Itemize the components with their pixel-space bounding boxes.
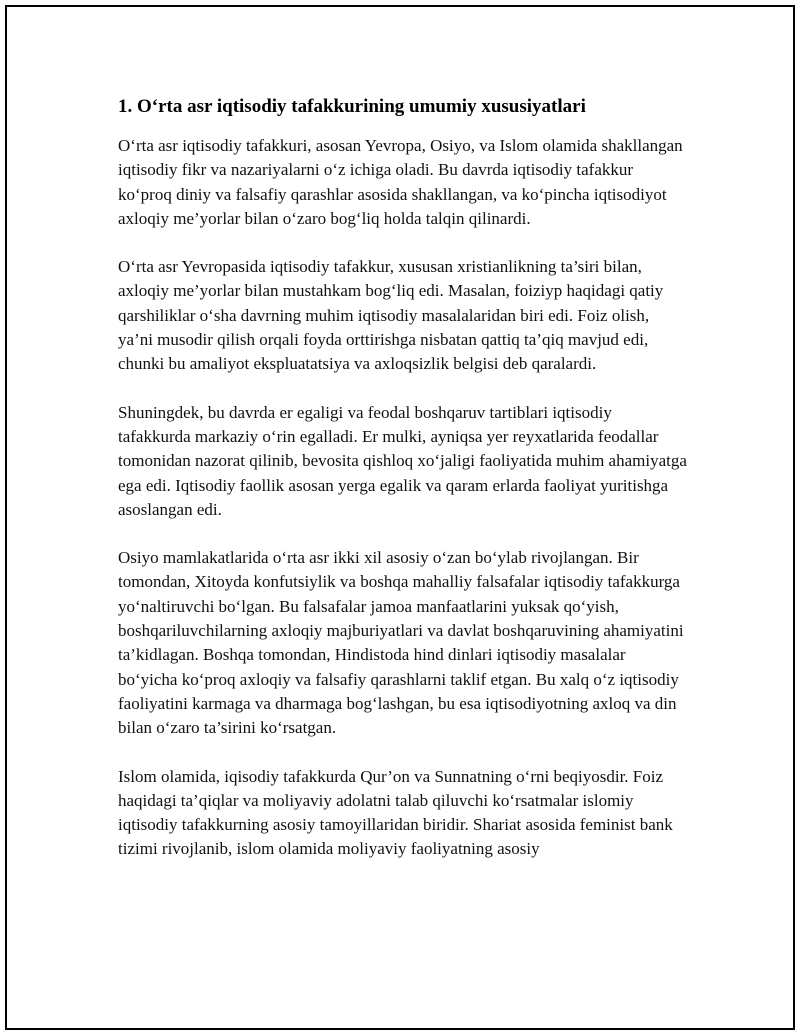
section-heading: 1. O‘rta asr iqtisodiy tafakkurining umumiy xususiyatlari: [118, 96, 586, 117]
paragraph-europe: O‘rta asr Yevropasida iqtisodiy tafakkur, xususan xristianlikning ta’siri bilan, axloqiy me’yorlar bilan mustahkam bog‘liq edi. Masalan, foiziyp haqidagi qatiy qarshiliklar o‘sha davrning muhim iqtisodiy masalalaridan biri edi. Foiz olish, ya’ni musodir qilish orqali foyda orttirishga nisbatan qattiq ta’qiq mavjud edi, chunki bu amaliyot ekspluatatsiya va axloqsizlik belgisi deb qaralardi.: [118, 257, 664, 374]
paragraph-islam: Islom olamida, iqisodiy tafakkurda Qur’on va Sunnatning o‘rni beqiyosdir. Foiz haqidagi ta’qiqlar va moliyaviy adolatni talab qiluvchi ko‘rsatmalar islomiy iqtisodiy tafakkurning asosiy tamoyillaridan biridir. Shariat asosida feminist bank tizimi rivojlanib, islom olamida moliyaviy faoliyatning asosiy: [118, 766, 673, 859]
paragraph-intro: O‘rta asr iqtisodiy tafakkuri, asosan Yevropa, Osiyo, va Islom olamida shakllangan iqtisodiy fikr va nazariyalarni o‘z ichiga oladi. Bu davrda iqtisodiy tafakkur ko‘proq diniy va falsafiy qarashlar asosida shakllangan, va ko‘pincha iqtisodiyot axloqiy me’yorlar bilan o‘zaro bog‘liq holda talqin qilinardi.: [118, 136, 683, 228]
paragraph-asia: Osiyo mamlakatlarida o‘rta asr ikki xil asosiy o‘zan bo‘ylab rivojlangan. Bir tomondan, Xitoyda konfutsiylik va boshqa mahalliy falsafalar iqtisodiy tafakkurga yo‘naltiruvchi bo‘lgan. Bu falsafalar jamoa manfaatlarini yuksak qo‘yish, boshqariluvchilarning axloqiy majburiyatlari va davlat boshqaruvining ahamiyatini ta’kidlagan. Boshqa tomondan, Hindistoda hind dinlari iqtisodiy masalalar bo‘yicha ko‘proq axloqiy va falsafiy qarashlarni taklif etgan. Bu xalq o‘z iqtisodiy faoliyatini karmaga va dharmaga bog‘lashgan, bu esa iqtisodiyotning axloq va din bilan o‘zaro ta’sirini ko‘rsatgan.: [118, 548, 684, 738]
document-body: [118, 90, 688, 886]
paragraph-feudal: Shuningdek, bu davrda er egaligi va feodal boshqaruv tartiblari iqtisodiy tafakkurda markaziy o‘rin egalladi. Er mulki, ayniqsa yer reyxatlarida feodallar tomonidan nazorat qilinib, bevosita qishloq xo‘jaligi faoliyatida muhim ahamiyatga ega edi. Iqtisodiy faollik asosan yerga egalik va qaram erlarda faoliyat yuritishga asoslangan edi.: [118, 402, 687, 519]
